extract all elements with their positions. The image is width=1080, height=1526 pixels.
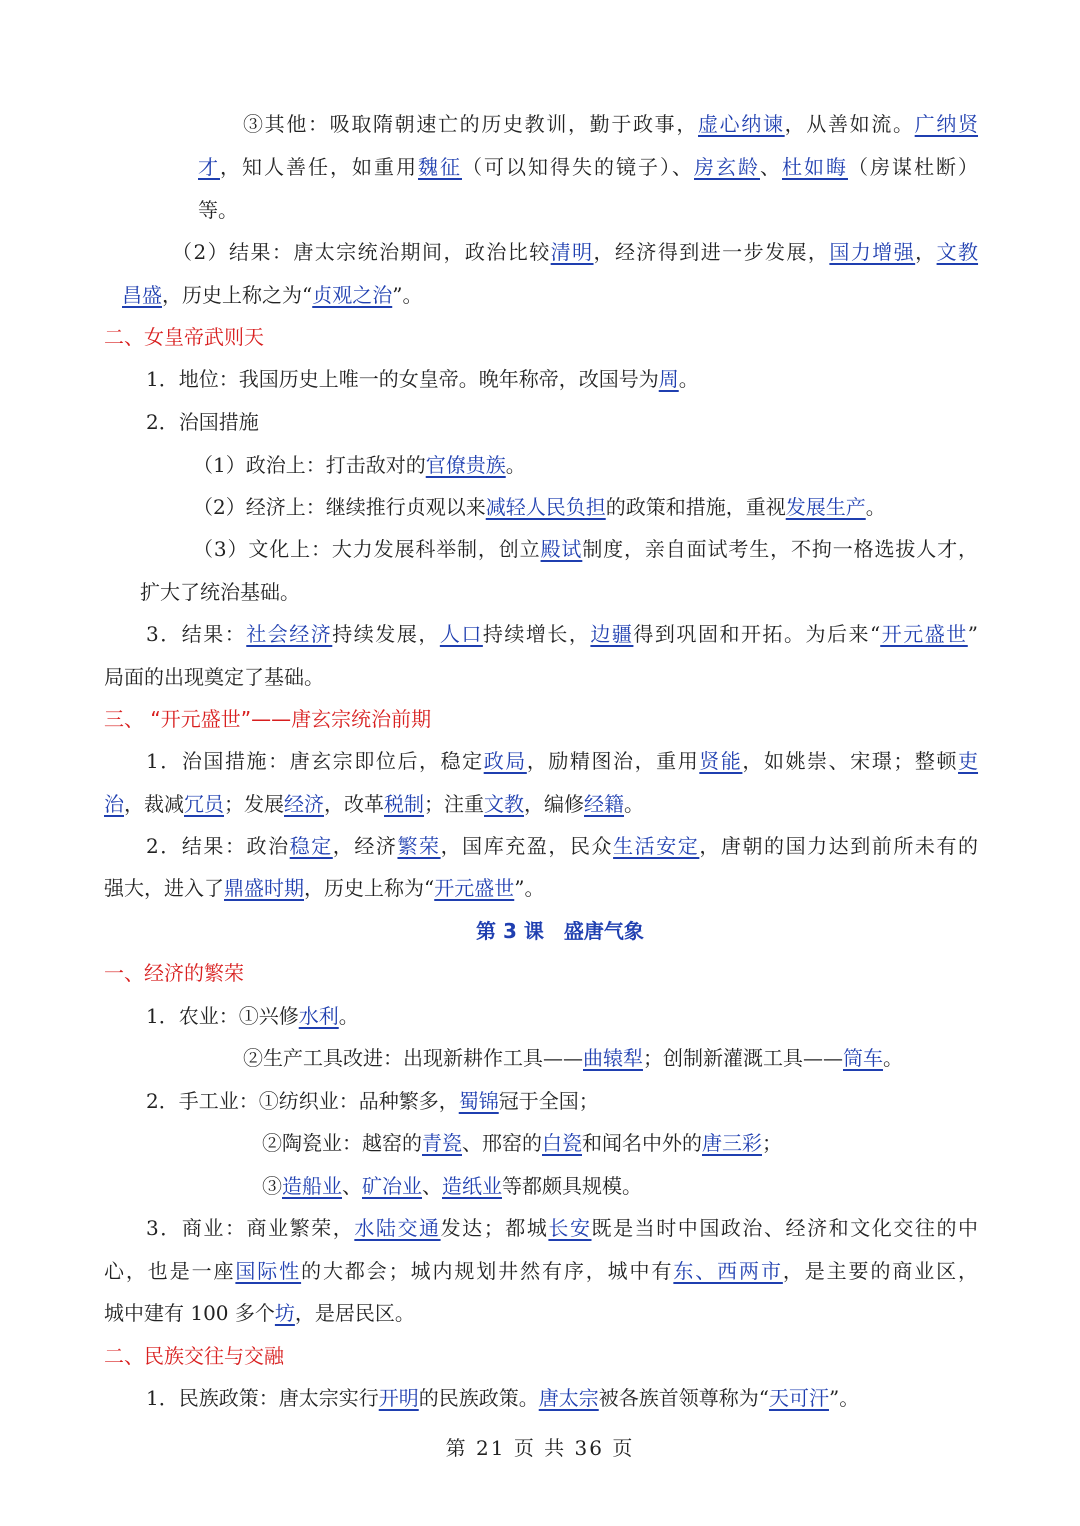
keyword-underlined: 人口 xyxy=(439,622,483,646)
text-segment: 的政策和措施，重视 xyxy=(605,495,786,519)
text-segment: 。 xyxy=(505,453,526,477)
text-line xyxy=(140,577,300,607)
text-segment: 持续增长， xyxy=(482,622,591,646)
section-heading xyxy=(476,916,644,946)
keyword-underlined: 边疆 xyxy=(590,622,634,646)
text-segment: 得到巩固和开拓。为后来“ xyxy=(633,622,881,646)
keyword-underlined: 减轻人民负担 xyxy=(485,495,606,519)
text-segment: ，历史上称之为“ xyxy=(162,283,313,307)
text-line xyxy=(104,873,544,903)
text-segment: 城中建有 100 多个 xyxy=(104,1301,275,1325)
text-line xyxy=(198,195,238,225)
text-segment: 持续发展， xyxy=(332,622,440,646)
text-segment: 3．商业：商业繁荣， xyxy=(146,1216,355,1240)
keyword-underlined: 繁荣 xyxy=(397,834,441,858)
text-segment: 心，也是一座 xyxy=(104,1259,236,1283)
text-line xyxy=(146,831,978,861)
text-line xyxy=(146,407,259,437)
text-segment: 1．农业：①兴修 xyxy=(146,1004,299,1028)
text-segment: ，改革 xyxy=(324,792,384,816)
keyword-underlined: 昌盛 xyxy=(122,283,162,307)
keyword-underlined: 官僚贵族 xyxy=(425,453,506,477)
text-line xyxy=(243,109,978,139)
text-line xyxy=(146,619,978,649)
keyword-underlined: 国力增强 xyxy=(829,240,916,264)
keyword-underlined: 周 xyxy=(658,367,679,391)
keyword-underlined: 文教 xyxy=(936,240,979,264)
text-segment: ③其他：吸取隋朝速亡的历史教训，勤于政事， xyxy=(243,112,698,136)
text-segment: ，从善如流。 xyxy=(784,112,915,136)
keyword-underlined: 蜀锦 xyxy=(458,1089,499,1113)
text-segment: 、邢窑的 xyxy=(462,1131,542,1155)
keyword-underlined: 房玄龄 xyxy=(694,155,760,179)
keyword-underlined: 开明 xyxy=(378,1386,419,1410)
text-segment: 3．结果： xyxy=(146,622,247,646)
text-segment: ，国库充盈，民众 xyxy=(440,834,614,858)
text-segment: 制度，亲自面试考生，不拘一格选拔人才， xyxy=(582,537,979,561)
text-segment: 强大，进入了 xyxy=(104,876,224,900)
keyword-underlined: 文教 xyxy=(484,792,524,816)
keyword-underlined: 矿冶业 xyxy=(362,1174,422,1198)
text-segment: ，如姚崇、宋璟；整顿 xyxy=(742,749,959,773)
keyword-underlined: 社会经济 xyxy=(246,622,333,646)
text-segment: 。 xyxy=(338,1004,359,1028)
text-segment: ，是主要的商业区， xyxy=(782,1259,979,1283)
text-segment: （房谋杜断） xyxy=(848,155,978,179)
text-segment: ，知人善任，如重用 xyxy=(220,155,418,179)
text-line xyxy=(104,789,644,819)
text-segment: 1．民族政策：唐太宗实行 xyxy=(146,1386,379,1410)
text-line xyxy=(172,237,978,267)
text-line xyxy=(146,1383,859,1413)
keyword-underlined: 殿试 xyxy=(540,537,583,561)
section-heading xyxy=(104,704,431,734)
text-segment: 被各族首领尊称为“ xyxy=(598,1386,769,1410)
keyword-underlined: 贞观之治 xyxy=(312,283,393,307)
text-segment: ，唐朝的国力达到前所未有的 xyxy=(699,834,979,858)
text-line xyxy=(262,1171,642,1201)
text-segment: 1．地位：我国历史上唯一的女皇帝。晚年称帝，改国号为 xyxy=(146,367,659,391)
text-segment: 、 xyxy=(760,155,782,179)
text-segment: 等。 xyxy=(198,198,238,222)
text-line xyxy=(104,1256,978,1286)
text-segment: ，励精图治，重用 xyxy=(526,749,700,773)
keyword-underlined: 冗员 xyxy=(184,792,224,816)
text-segment: 。 xyxy=(678,367,699,391)
keyword-underlined: 清明 xyxy=(550,240,594,264)
text-segment: 局面的出现奠定了基础。 xyxy=(104,665,324,689)
text-segment: 既是当时中国政治、经济和文化交往的中 xyxy=(591,1216,979,1240)
text-segment: 等都颇具规模。 xyxy=(502,1174,642,1198)
text-segment: ；发展 xyxy=(224,792,284,816)
keyword-underlined: 发展生产 xyxy=(785,495,866,519)
keyword-underlined: 水陆交通 xyxy=(354,1216,441,1240)
text-segment: 和闻名中外的 xyxy=(582,1131,702,1155)
keyword-underlined: 造纸业 xyxy=(442,1174,502,1198)
text-line xyxy=(146,364,699,394)
text-segment: 2．手工业：①纺织业：品种繁多， xyxy=(146,1089,459,1113)
text-line xyxy=(146,1213,978,1243)
text-segment: ，经济 xyxy=(332,834,398,858)
text-segment: ②生产工具改进：出现新耕作工具—— xyxy=(243,1046,583,1070)
text-segment: 的民族政策。 xyxy=(418,1386,539,1410)
keyword-underlined: 筒车 xyxy=(843,1046,883,1070)
text-segment: ，经济得到进一步发展， xyxy=(593,240,830,264)
keyword-underlined: 唐太宗 xyxy=(538,1386,599,1410)
text-segment: ，裁减 xyxy=(124,792,184,816)
keyword-underlined: 魏征 xyxy=(418,155,462,179)
text-segment: 的大都会；城内规划井然有序，城中有 xyxy=(301,1259,674,1283)
text-line xyxy=(198,152,978,182)
keyword-underlined: 青瓷 xyxy=(422,1131,462,1155)
text-segment: 。 xyxy=(865,495,886,519)
text-line xyxy=(122,280,422,310)
text-line xyxy=(146,1001,359,1031)
text-segment: 。 xyxy=(883,1046,903,1070)
keyword-underlined: 经济 xyxy=(284,792,324,816)
text-segment: ”。 xyxy=(828,1386,860,1410)
text-segment: ，历史上称为“ xyxy=(304,876,435,900)
keyword-underlined: 长安 xyxy=(548,1216,592,1240)
text-segment: ”。 xyxy=(514,876,545,900)
text-segment: ，是居民区。 xyxy=(294,1301,415,1325)
text-segment: ②陶瓷业：越窑的 xyxy=(262,1131,422,1155)
text-segment: 二、民族交往与交融 xyxy=(104,1344,284,1368)
text-segment: ” xyxy=(967,622,979,646)
keyword-underlined: 鼎盛时期 xyxy=(224,876,304,900)
text-segment: 1．治国措施：唐玄宗即位后，稳定 xyxy=(146,749,484,773)
keyword-underlined: 天可汗 xyxy=(768,1386,829,1410)
text-segment: 第 3 课 盛唐气象 xyxy=(476,919,644,943)
keyword-underlined: 经籍 xyxy=(584,792,624,816)
text-segment: 、 xyxy=(342,1174,362,1198)
text-segment: 2．结果：政治 xyxy=(146,834,290,858)
keyword-underlined: 开元盛世 xyxy=(880,622,968,646)
text-segment: ③ xyxy=(262,1174,282,1198)
keyword-underlined: 造船业 xyxy=(282,1174,342,1198)
text-segment: （1）政治上：打击敌对的 xyxy=(193,453,426,477)
keyword-underlined: 唐三彩 xyxy=(702,1131,762,1155)
section-heading xyxy=(104,1341,284,1371)
text-segment: 。 xyxy=(624,792,644,816)
keyword-underlined: 广纳贤 xyxy=(914,112,979,136)
keyword-underlined: 治 xyxy=(104,792,124,816)
keyword-underlined: 国际性 xyxy=(235,1259,302,1283)
keyword-underlined: 贤能 xyxy=(699,749,743,773)
text-line xyxy=(243,1043,903,1073)
text-segment: 扩大了统治基础。 xyxy=(140,580,300,604)
text-segment: ”。 xyxy=(392,283,423,307)
keyword-underlined: 水利 xyxy=(298,1004,339,1028)
keyword-underlined: 生活安定 xyxy=(613,834,700,858)
text-segment: 冠于全国； xyxy=(498,1089,599,1113)
text-line xyxy=(262,1128,782,1158)
keyword-underlined: 税制 xyxy=(384,792,424,816)
text-segment: （3）文化上：大力发展科举制，创立 xyxy=(193,537,541,561)
text-segment: 二、女皇帝武则天 xyxy=(104,325,264,349)
text-line xyxy=(193,492,886,522)
text-segment: ；创制新灌溉工具—— xyxy=(643,1046,843,1070)
keyword-underlined: 政局 xyxy=(483,749,527,773)
keyword-underlined: 曲辕犁 xyxy=(583,1046,643,1070)
keyword-underlined: 白瓷 xyxy=(542,1131,582,1155)
text-segment: ； xyxy=(762,1131,782,1155)
keyword-underlined: 开元盛世 xyxy=(434,876,515,900)
text-segment: 2．治国措施 xyxy=(146,410,259,434)
text-line xyxy=(146,746,978,776)
keyword-underlined: 稳定 xyxy=(289,834,333,858)
section-heading xyxy=(104,958,244,988)
keyword-underlined: 虚心纳谏 xyxy=(698,112,785,136)
text-segment: ， xyxy=(915,240,937,264)
text-segment: ；注重 xyxy=(424,792,484,816)
text-segment: 三、 “开元盛世”——唐玄宗统治前期 xyxy=(104,707,432,731)
text-segment: ，编修 xyxy=(524,792,584,816)
section-heading xyxy=(104,322,264,352)
text-segment: （可以知得失的镜子）、 xyxy=(462,155,694,179)
text-segment: （2）结果：唐太宗统治期间，政治比较 xyxy=(172,240,551,264)
keyword-underlined: 东、西两市 xyxy=(673,1259,783,1283)
text-line xyxy=(104,662,324,692)
text-line xyxy=(104,1298,415,1328)
text-line xyxy=(193,450,526,480)
keyword-underlined: 坊 xyxy=(274,1301,295,1325)
keyword-underlined: 吏 xyxy=(958,749,979,773)
keyword-underlined: 才 xyxy=(198,155,220,179)
text-segment: 、 xyxy=(422,1174,442,1198)
keyword-underlined: 杜如晦 xyxy=(782,155,848,179)
text-segment: （2）经济上：继续推行贞观以来 xyxy=(193,495,486,519)
page-footer: 第 21 页 共 36 页 xyxy=(445,1436,635,1460)
text-segment: 一、经济的繁荣 xyxy=(104,961,244,985)
text-line xyxy=(193,534,978,564)
text-segment: 发达；都城 xyxy=(440,1216,549,1240)
text-line xyxy=(146,1086,599,1116)
